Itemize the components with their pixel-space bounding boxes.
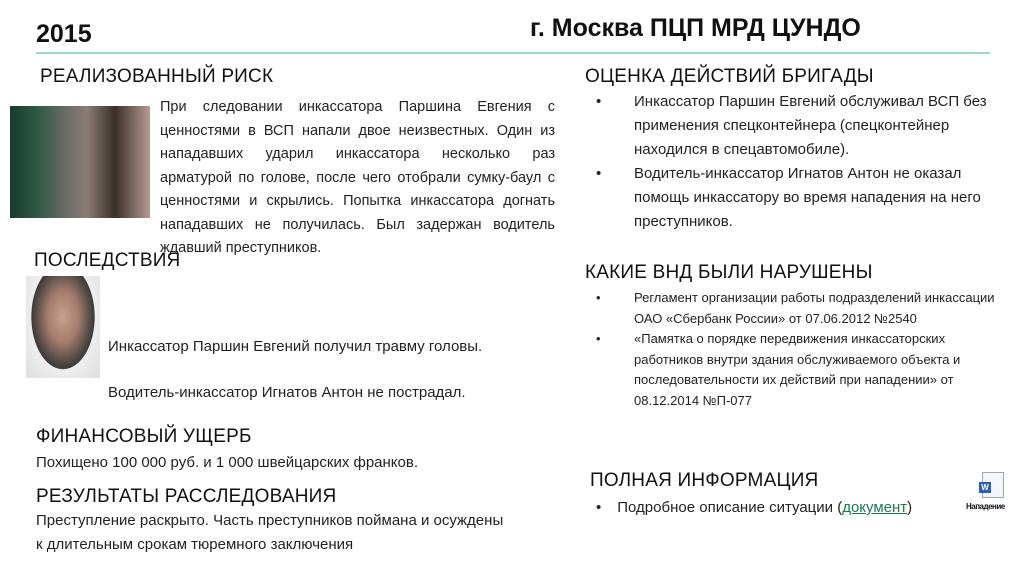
- document-icon-label[interactable]: Нападение: [966, 502, 1005, 511]
- year-title: 2015: [36, 20, 92, 48]
- victim-photo: [26, 276, 100, 378]
- consequence-line-1: Инкассатор Паршин Евгений получил травму головы.: [108, 338, 483, 355]
- bullet: •: [596, 499, 602, 516]
- violation-item: • «Памятка о порядке передвижения инкассаторских работников внутри здания обслуживаемого объекта и последовательности их действий при нападении» от 08.12.2014 №П-077: [615, 329, 996, 411]
- damage-text: Похищено 100 000 руб. и 1 000 швейцарских франков.: [36, 454, 419, 471]
- violation-item: • Регламент организации работы подразделений инкассации ОАО «Сбербанк России» от 07.06.2012 №2540: [615, 288, 996, 329]
- risk-heading: РЕАЛИЗОВАННЫЙ РИСК: [40, 66, 274, 87]
- slide-title: г. Москва ПЦП МРД ЦУНДО: [530, 14, 861, 42]
- assessment-list: [596, 90, 996, 234]
- word-document-icon[interactable]: [982, 472, 1004, 498]
- word-letter: W: [979, 482, 991, 493]
- results-heading: РЕЗУЛЬТАТЫ РАССЛЕДОВАНИЯ: [36, 486, 337, 507]
- assessment-item: • Водитель-инкассатор Игнатов Антон не оказал помощь инкассатору во время нападения на него преступников.: [615, 162, 996, 234]
- violations-list: [596, 288, 996, 411]
- full-info-heading: ПОЛНАЯ ИНФОРМАЦИЯ: [590, 470, 819, 491]
- consequences-heading: ПОСЛЕДСТВИЯ: [34, 250, 181, 271]
- violations-heading: КАКИЕ ВНД БЫЛИ НАРУШЕНЫ: [585, 262, 873, 283]
- full-info-prefix: Подробное описание ситуации (: [617, 499, 843, 516]
- full-info-suffix: ): [907, 499, 913, 516]
- consequence-line-2: Водитель-инкассатор Игнатов Антон не пострадал.: [108, 384, 466, 401]
- results-text: Преступление раскрыто. Часть преступников поймана и осуждены к длительным срокам тюремного заключения: [36, 512, 504, 553]
- incident-photo: [10, 106, 150, 218]
- assessment-heading: ОЦЕНКА ДЕЙСТВИЙ БРИГАДЫ: [585, 66, 874, 87]
- full-info-item: [596, 496, 912, 520]
- divider: [36, 52, 990, 54]
- assessment-item: • Инкассатор Паршин Евгений обслуживал ВСП без применения спецконтейнера (спецконтейнер находился в спецавтомобиле).: [615, 90, 996, 162]
- document-link[interactable]: документ: [842, 499, 908, 516]
- risk-text: При следовании инкассатора Паршина Евгения с ценностями в ВСП напали двое неизвестных. Один из нападавших ударил инкассатора несколько раз арматурой по голове, после чего отобрали сумку-баул с ценностями и скрылись. Попытка инкассатора догнать нападавших не получилась. Был задержан водитель ждавший преступников.: [160, 99, 555, 256]
- damage-heading: ФИНАНСОВЫЙ УЩЕРБ: [36, 426, 252, 447]
